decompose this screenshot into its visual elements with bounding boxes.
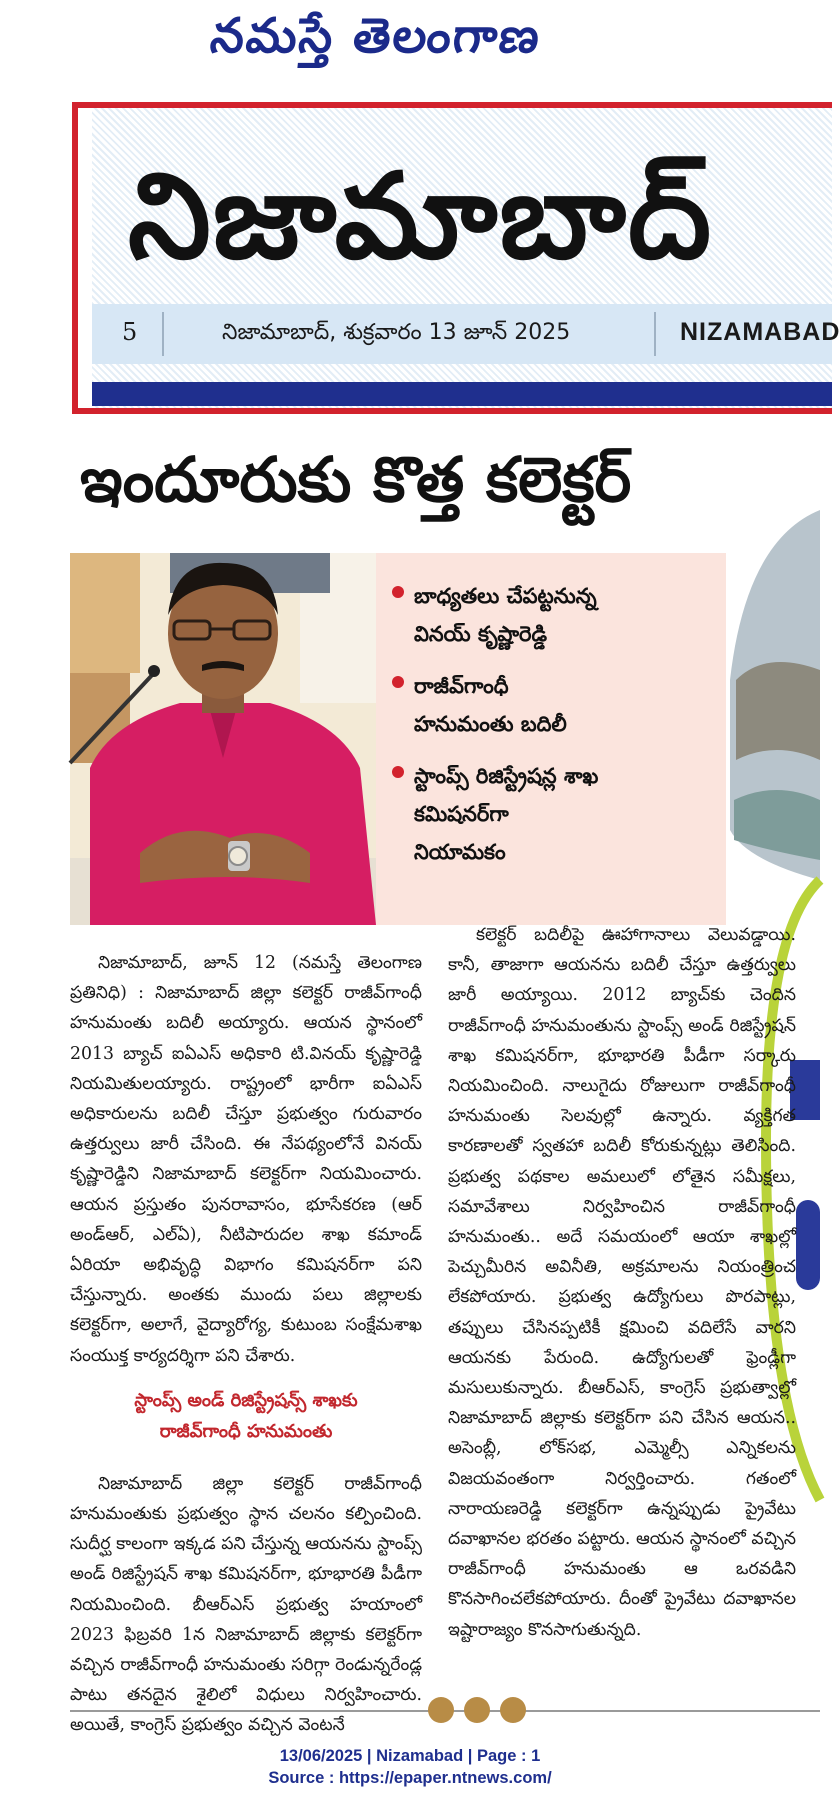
highlight-text: వినయ్ కృష్ణారెడ్డి bbox=[414, 622, 547, 646]
highlight-item bbox=[392, 757, 712, 871]
newspaper-logo: నమస్తే తెలంగాణ bbox=[207, 8, 545, 64]
highlight-text: స్టాంప్స్ రిజిస్ట్రేషన్ల శాఖ bbox=[414, 764, 599, 788]
ornament-dot-icon bbox=[464, 1697, 490, 1723]
highlight-item bbox=[392, 667, 712, 743]
article-paragraph: నిజామాబాద్, జూన్ 12 (నమస్తే తెలంగాణ ప్రతినిధి) : నిజామాబాద్ జిల్లా కలెక్టర్ రాజీవ్‌గాంధీ హనుమంతు బదిలీ అయ్యారు. ఆయన స్థానంలో 2013 బ్యాచ్ ఐఏఎస్ అధికారి టి.వినయ్ కృష్ణారెడ్డి నియమితులయ్యారు. రాష్ట్రంలో భారీగా ఐఏఎస్ అధికారులను బదిలీ చేస్తూ ప్రభుత్వం గురువారం ఉత్తర్వులు జారీ చేసింది. ఈ నేపథ్యంలోనే వినయ్ కృష్ణారెడ్డిని నిజామాబాద్ కలెక్టర్‌గా నియమించారు. ఆయన ప్రస్తుతం పునరావాసం, భూసేకరణ (ఆర్ అండ్‌ఆర్, ఎల్‌ఏ), నీటిపారుదల శాఖ కమాండ్ ఏరియా అభివృద్ధి విభాగం కమిషనర్‌గా పని చేస్తున్నారు. అంతకు ముందు పలు జిల్లాలకు కలెక్టర్‌గా, అలాగే, వైద్యారోగ్య, కుటుంబ సంక్షేమశాఖ సంయుక్త కార్యదర్శిగా పని చేశారు. bbox=[70, 953, 422, 1366]
footer-source-link[interactable]: Source : https://epaper.ntnews.com/ bbox=[268, 1769, 552, 1787]
highlight-text: నియామకం bbox=[414, 840, 506, 864]
highlight-text: బాధ్యతలు చేపట్టనున్న bbox=[414, 584, 597, 608]
ornament-dot-icon bbox=[500, 1697, 526, 1723]
masthead bbox=[0, 0, 820, 80]
strip-divider bbox=[654, 312, 656, 356]
edition-dateline: నిజామాబాద్, శుక్రవారం 13 జూన్ 2025 bbox=[222, 320, 571, 345]
subheading-line: స్టాంప్స్ అండ్ రిజిస్ట్రేషన్స్ శాఖకు bbox=[134, 1389, 358, 1411]
article-paragraph: నిజామాబాద్ జిల్లా కలెక్టర్ రాజీవ్‌గాంధీ హనుమంతుకు ప్రభుత్వం స్థాన చలనం కల్పించింది. సుదీర్ఘ కాలంగా ఇక్కడ పని చేస్తున్న ఆయనను స్టాంప్స్ అండ్ రిజిస్ట్రేషన్ శాఖ కమిషనర్‌గా, భూభారతి పీడీగా నియమించింది. బీఆర్‌ఎస్ ప్రభుత్వ హయాంలో 2023 ఫిబ్రవరి 1న నిజామాబాద్ జిల్లాకు కలెక్టర్‌గా వచ్చిన రాజీవ్‌గాంధీ హనుమంతు సరిగ్గా రెండున్నరేండ్ల పాటు తనదైన శైలిలో విధులు నిర్వహించారు. అయితే, కాంగ్రెస్ ప్రభుత్వం వచ్చిన వెంటనే bbox=[70, 1473, 422, 1736]
highlight-text: కమిషనర్‌గా bbox=[414, 802, 509, 826]
highlight-text: హనుమంతు బదిలీ bbox=[414, 712, 567, 736]
edition-info-strip bbox=[92, 304, 840, 364]
article-column-right bbox=[448, 920, 796, 1645]
article-headline: ఇందూరుకు కొత్త కలెక్టర్ bbox=[80, 443, 632, 516]
article-paragraph: కలెక్టర్ బదిలీపై ఊహాగానాలు వెలువడ్డాయి. కానీ, తాజాగా ఆయనను బదిలీ చేస్తూ ఉత్తర్వులు జారీ అయ్యాయి. 2012 బ్యాచ్‌కు చెందిన రాజీవ్‌గాంధీ హనుమంతును స్టాంప్స్ అండ్ రిజిస్ట్రేషన్ శాఖ కమిషనర్‌గా, భూభారతి పీడీగా సర్కారు నియమించింది. నాలుగైదు రోజులుగా రాజీవ్‌గాంధీ హనుమంతు సెలవుల్లో ఉన్నారు. వ్యక్తిగత కారణాలతో స్వతహా బదిలీ కోరుకున్నట్లు తెలిసింది. ప్రభుత్వ పథకాల అమలులో లోతైన సమీక్షలు, సమావేశాలు నిర్వహించిన రాజీవ్‌గాంధీ హనుమంతు.. అదే సమయంలో ఆయా శాఖల్లో పెచ్చుమీరిన అవినీతి, అక్రమాలను నియంత్రించ లేకపోయారు. ప్రభుత్వ ఉద్యోగులు పొరపాట్లు, తప్పులు చేసినప్పటికీ క్షమించి వదిలేసే వారని ఆయనకు పేరుంది. ఉద్యోగులతో ఫ్రెండ్లీగా మసులుకున్నారు. బీఆర్‌ఎస్, కాంగ్రెస్ ప్రభుత్వాల్లో నిజామాబాద్ జిల్లాకు కలెక్టర్‌గా పని చేసిన ఆయన.. అసెంబ్లీ, లోక్‌సభ, ఎమ్మెల్సీ ఎన్నికలను విజయవంతంగా నిర్వర్తించారు. గతంలో నారాయణరెడ్డి కలెక్టర్‌గా ఉన్నప్పుడు ప్రైవేటు దవాఖానల భరతం పట్టారు. ఆయన స్థానంలో వచ్చిన రాజీవ్‌గాంధీ హనుమంతు ఆ ఒరవడిని కొనసాగించలేకపోయారు. దీంతో ప్రైవేటు దవాఖానల ఇష్టారాజ్యం కొనసాగుతున్నది. bbox=[448, 925, 796, 1640]
article-subheading bbox=[70, 1385, 422, 1447]
collector-photo bbox=[70, 553, 376, 925]
edition-title: నిజామాబాద్ bbox=[128, 147, 714, 285]
page-number: 5 bbox=[122, 318, 138, 346]
bullet-dot-icon bbox=[392, 766, 404, 778]
highlight-item bbox=[392, 577, 712, 653]
bullet-dot-icon bbox=[392, 586, 404, 598]
strip-divider bbox=[162, 312, 164, 356]
subheading-line: రాజీవ్‌గాంధీ హనుమంతు bbox=[159, 1420, 333, 1442]
edition-banner bbox=[72, 102, 840, 414]
page-footer bbox=[0, 1745, 820, 1789]
highlight-text: రాజీవ్‌గాంధీ bbox=[414, 674, 509, 698]
edition-name-english: NIZAMABAD bbox=[680, 318, 840, 346]
footer-dots-ornament bbox=[428, 1697, 528, 1725]
ornament-dot-icon bbox=[428, 1697, 454, 1723]
footer-edition-info: 13/06/2025 | Nizamabad | Page : 1 bbox=[279, 1747, 541, 1765]
highlights-panel bbox=[376, 553, 726, 925]
article-column-left bbox=[70, 948, 422, 1741]
collector-portrait-image bbox=[70, 553, 376, 925]
bullet-dot-icon bbox=[392, 676, 404, 688]
banner-navy-bar bbox=[92, 382, 832, 406]
highlights-list bbox=[392, 577, 712, 885]
